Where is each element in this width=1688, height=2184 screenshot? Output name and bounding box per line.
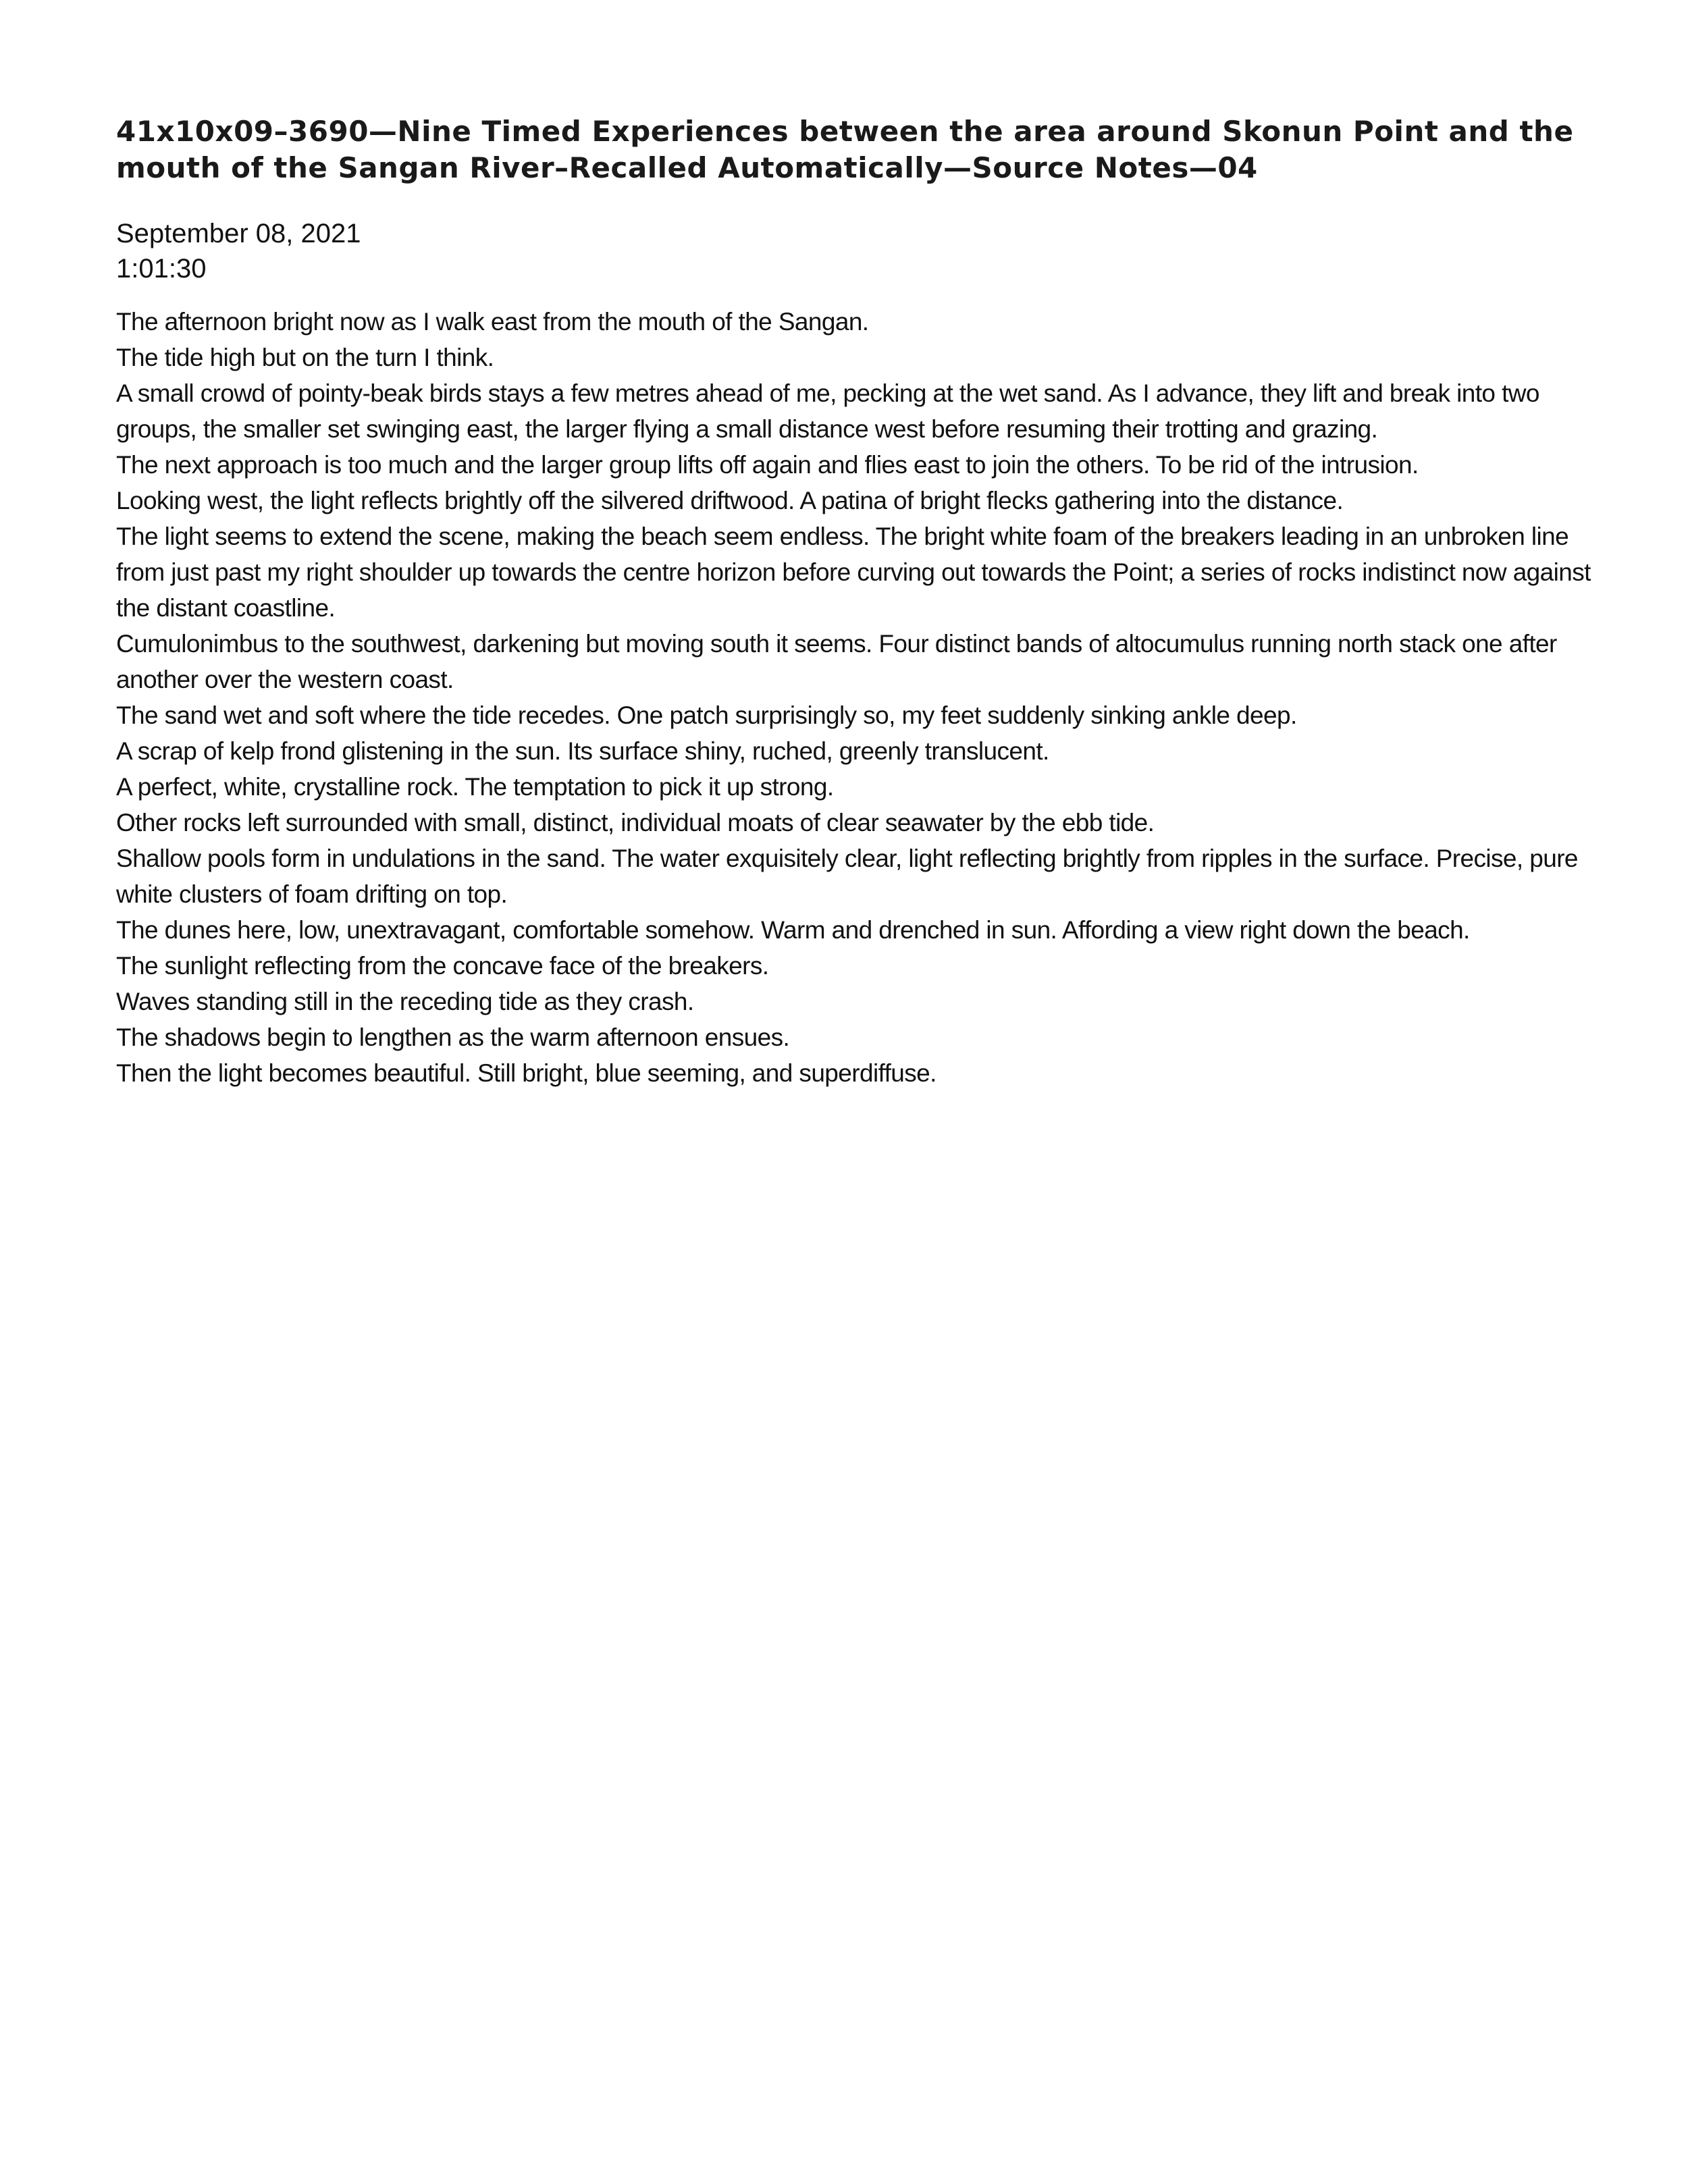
note-line: Other rocks left surrounded with small, distinct, individual moats of clear seawater by the ebb tide. xyxy=(116,809,1155,836)
note-line: The sunlight reflecting from the concave face of the breakers. xyxy=(116,952,769,980)
document-meta xyxy=(116,216,1595,286)
note-line: Waves standing still in the receding tide as they crash. xyxy=(116,988,694,1015)
note-line: The sand wet and soft where the tide recedes. One patch surprisingly so, my feet suddenly sinking ankle deep. xyxy=(116,701,1297,729)
note-line: Shallow pools form in undulations in the sand. The water exquisitely clear, light reflecting brightly from ripples in the surface. Precise, pure white clusters of foam drifting on top. xyxy=(116,845,1578,908)
note-line: Cumulonimbus to the southwest, darkening but moving south it seems. Four distinct bands of altocumulus running north stack one after another over the western coast. xyxy=(116,630,1557,693)
note-line: A scrap of kelp frond glistening in the sun. Its surface shiny, ruched, greenly translucent. xyxy=(116,737,1049,765)
note-line: The light seems to extend the scene, making the beach seem endless. The bright white foam of the breakers leading in an unbroken line from just past my right shoulder up towards the centre horizon before curving out towards the Point; a series of rocks indistinct now against the distant coastline. xyxy=(116,523,1591,622)
note-line: A perfect, white, crystalline rock. The temptation to pick it up strong. xyxy=(116,773,834,801)
entry-date: September 08, 2021 xyxy=(116,219,361,248)
note-line: The shadows begin to lengthen as the warm afternoon ensues. xyxy=(116,1023,790,1051)
note-line: The tide high but on the turn I think. xyxy=(116,344,494,371)
entry-time: 1:01:30 xyxy=(116,254,207,284)
note-line: A small crowd of pointy-beak birds stays a few metres ahead of me, pecking at the wet sand. As I advance, they lift and break into two groups, the smaller set swinging east, the larger flying a small distance west before resuming their trotting and grazing. xyxy=(116,379,1539,443)
note-line: The next approach is too much and the larger group lifts off again and flies east to join the others. To be rid of the intrusion. xyxy=(116,451,1419,479)
note-line: Looking west, the light reflects brightly off the silvered driftwood. A patina of bright flecks gathering into the distance. xyxy=(116,487,1344,514)
document-title: 41x10x09–3690—Nine Timed Experiences between the area around Skonun Point and the mouth of the Sangan River–Recalled Automatically—Source Notes—04 xyxy=(116,115,1574,184)
note-line: The afternoon bright now as I walk east from the mouth of the Sangan. xyxy=(116,308,869,336)
document-page xyxy=(116,113,1595,1091)
note-line: Then the light becomes beautiful. Still bright, blue seeming, and superdiffuse. xyxy=(116,1059,937,1087)
note-line: The dunes here, low, unextravagant, comfortable somehow. Warm and drenched in sun. Affording a view right down the beach. xyxy=(116,916,1470,944)
notes-body xyxy=(116,304,1595,1091)
